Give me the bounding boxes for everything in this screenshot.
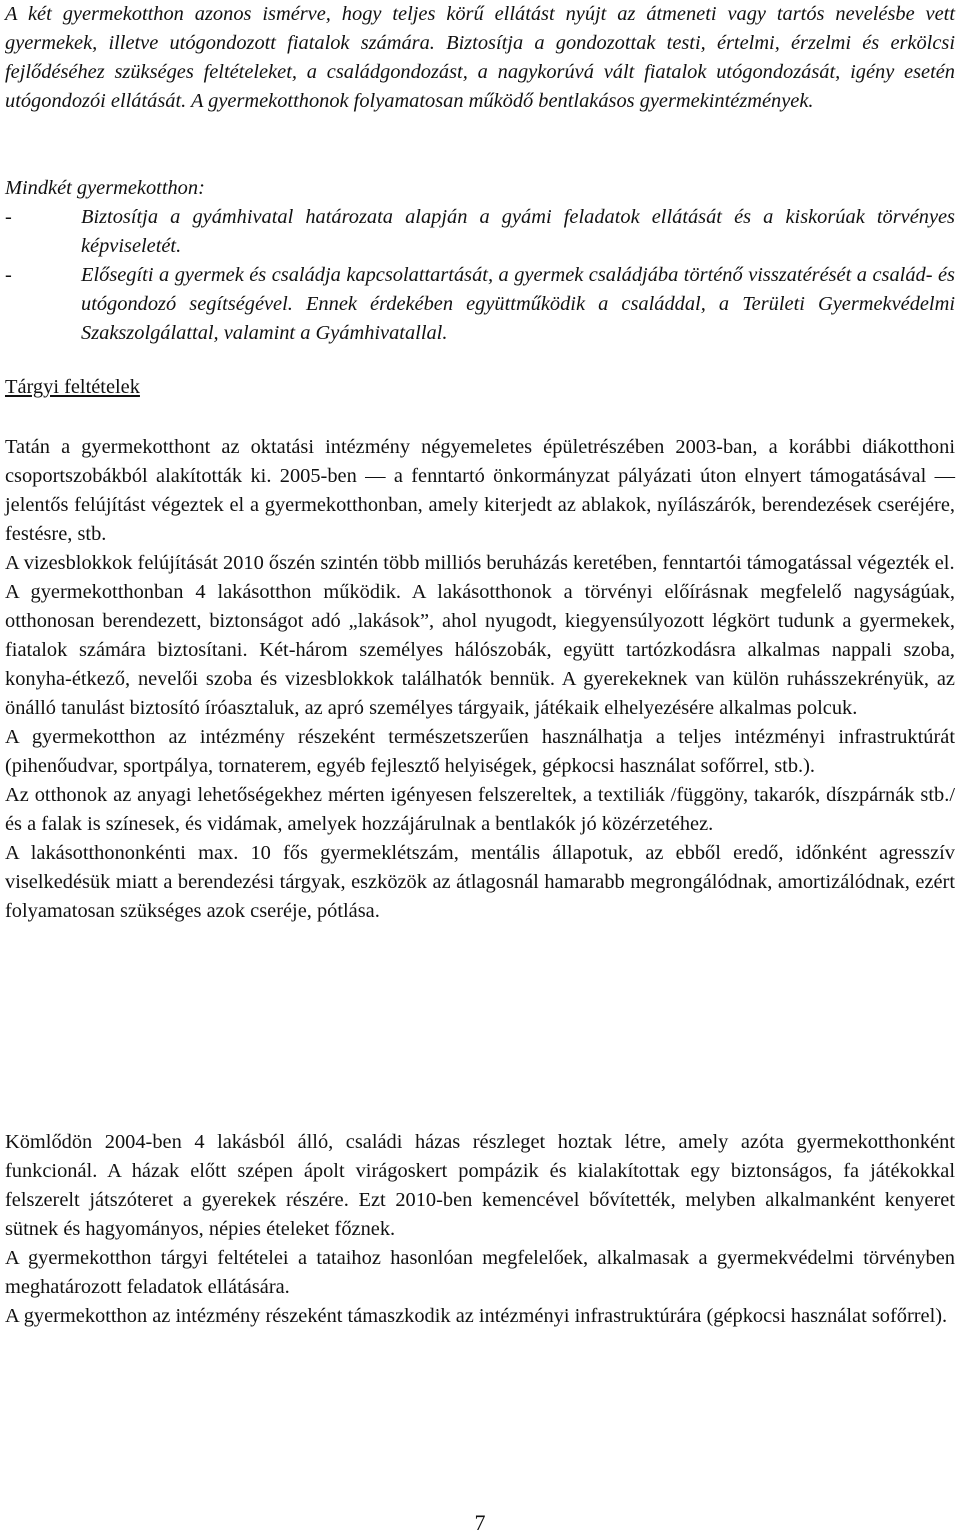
list-item — [5, 261, 955, 348]
paragraph: A vizesblokkok felújítását 2010 őszén szintén több milliós beruházás keretében, fenntartói támogatással végezték el. — [5, 552, 955, 574]
intro-section — [5, 0, 955, 116]
intro-list-lead: Mindkét gyermekotthon: — [5, 177, 205, 199]
paragraph: Az otthonok az anyagi lehetőségekhez mérten igényesen felszereltek, a textiliák /függöny, takarók, díszpárnák stb./ és a falak is színesek, és vidámak, amelyek hozzájárulnak a bentlakók jó közérzetéhez. — [5, 784, 955, 835]
section-heading: Tárgyi feltételek — [5, 376, 140, 398]
paragraph: A gyermekotthon tárgyi feltételei a tataihoz hasonlóan megfelelőek, alkalmasak a gyermekvédelmi törvényben meghatározott feladatok ellátására. — [5, 1247, 955, 1298]
paragraph: Tatán a gyermekotthont az oktatási intézmény négyemeletes épületrészében 2003-ban, a korábbi diákotthoni csoportszobákból alakították ki. 2005-ben — a fenntartó önkormányzat pályázati úton elnyert támogatásával — jelentős felújítást végeztek el a gyermekotthonban, amely kiterjedt az ablakok, nyílászárók, berendezések cseréjére, festésre, stb. — [5, 436, 955, 545]
list-item — [5, 203, 955, 261]
paragraph: A gyermekotthon az intézmény részeként természetszerűen használhatja a teljes intézményi infrastruktúrát (pihenőudvar, sportpálya, tornaterem, egyéb fejlesztő helyiségek, gépkocsi használat sofőrrel, stb.). — [5, 726, 955, 777]
dash-bullet: - — [5, 264, 12, 286]
list-item-text: Biztosítja a gyámhivatal határozata alapján a gyámi feladatok ellátását és a kiskorúak törvényes képviseletét. — [81, 206, 955, 257]
tata-section — [5, 433, 955, 926]
paragraph: A gyermekotthon az intézmény részeként támaszkodik az intézményi infrastruktúrára (gépkocsi használat sofőrrel). — [5, 1305, 948, 1327]
intro-list-section — [5, 174, 955, 348]
paragraph: Kömlődön 2004-ben 4 lakásból álló, családi házas részleget hoztak létre, amely azóta gyermekotthonként funkcionál. A házak előtt szépen ápolt virágoskert pompázik és kialakítottak egy biztonságos, fa játékokkal felszerelt játszóteret a gyerekek részére. Ezt 2010-ben kemencével bővítették, melyben alkalmanként kenyeret sütnek és hagyományos, népies ételeket főznek. — [5, 1131, 955, 1240]
section-heading-wrap — [5, 373, 955, 402]
intro-list — [5, 203, 955, 348]
list-item-text: Elősegíti a gyermek és családja kapcsolattartását, a gyermek családjába történő visszatérését a család- és utógondozó segítségével. Ennek érdekében együttműködik a családdal, a Területi Gyermekvédelmi Szakszolgálattal, valamint a Gyámhivatallal. — [81, 264, 955, 344]
page-number: 7 — [474, 1510, 486, 1535]
komlod-section — [5, 1128, 955, 1331]
dash-bullet: - — [5, 206, 12, 228]
intro-paragraph: A két gyermekotthon azonos ismérve, hogy teljes körű ellátást nyújt az átmeneti vagy tartós nevelésbe vett gyermekek, illetve utógondozott fiatalok számára. Biztosítja a gondozottak testi, értelmi, érzelmi és erkölcsi fejlődéséhez szükséges feltételeket, a családgondozást, a nagykorúvá vált fiatalok utógondozását, igény esetén utógondozói ellátását. A gyermekotthonok folyamatosan működő bentlakásos gyermekintézmények. — [5, 3, 955, 112]
paragraph: A gyermekotthonban 4 lakásotthon működik. A lakásotthonok a törvényi előírásnak megfelelő nagyságúak, otthonosan berendezett, biztonságot adó „lakások”, ahol nyugodt, kiegyensúlyozott légkört tudunk a gyermekek, fiatalok számára biztosítani. Két-három személyes hálószobák, együtt tartózkodásra alkalmas nappali szoba, konyha-étkező, nevelői szoba és vizesblokkok találhatók bennük. A gyerekeknek van külön ruhásszekrényük, az önálló tanulást biztosító íróasztaluk, az apró személyes tárgyaik, játékaik elhelyezésére alkalmas polcuk. — [5, 581, 955, 719]
paragraph: A lakásotthononkénti max. 10 fős gyermeklétszám, mentális állapotuk, az ebből eredő, időnként agresszív viselkedésük miatt a berendezési tárgyak, eszközök az átlagosnál hamarabb megrongálódnak, amortizálódnak, ezért folyamatosan szükséges azok cseréje, pótlása. — [5, 842, 955, 922]
